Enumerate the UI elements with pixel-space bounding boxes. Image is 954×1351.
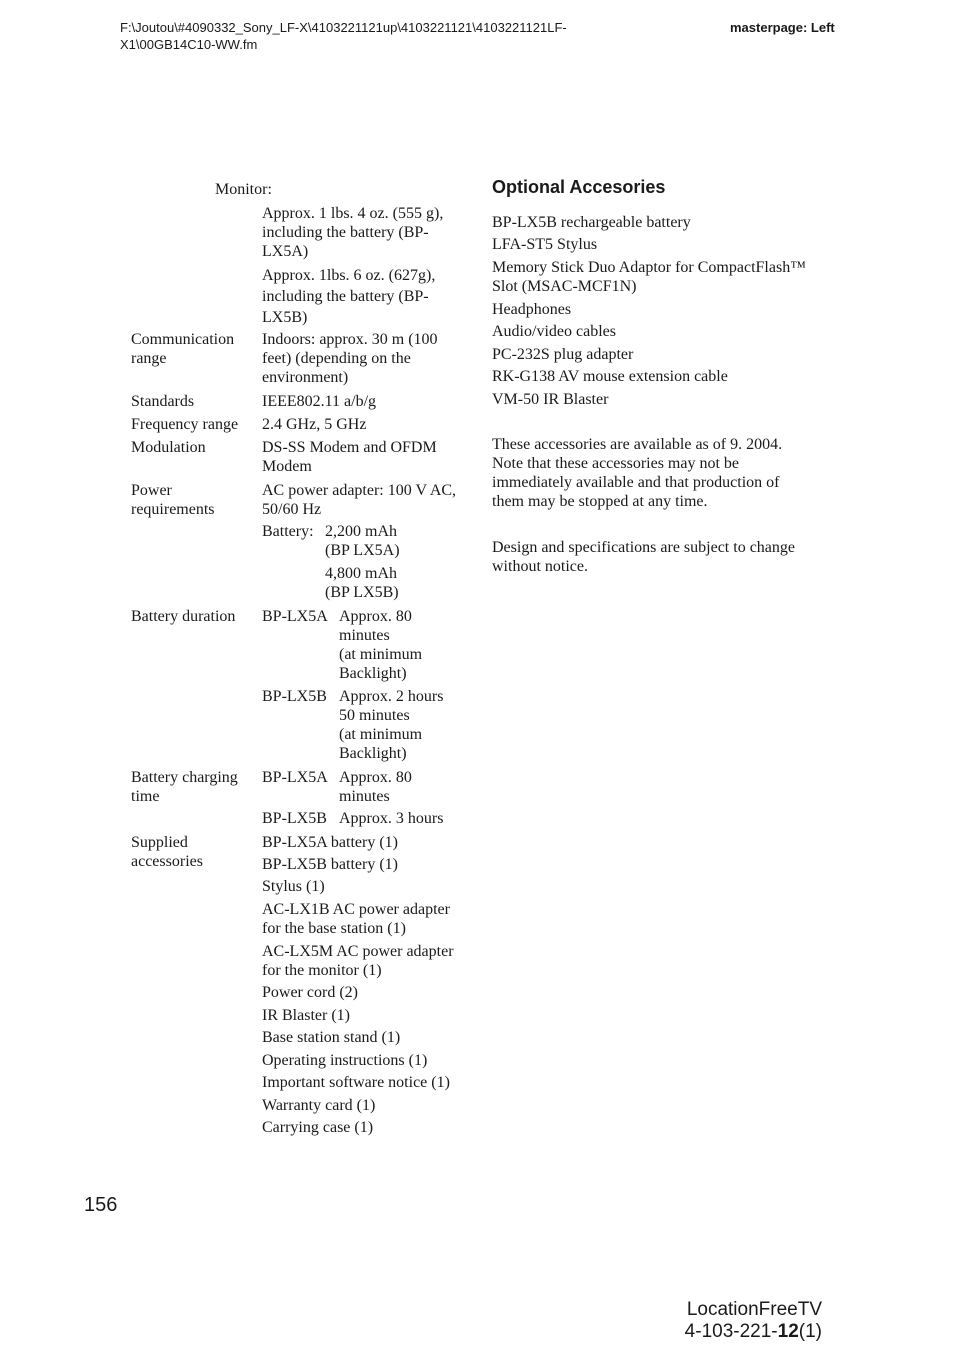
value-line: DS-SS Modem and OFDM [262,439,437,456]
list-item: Base station stand (1) [262,1029,401,1046]
list-item: Warranty card (1) [262,1097,376,1114]
file-path-header [120,19,640,53]
list-item-line: Memory Stick Duo Adaptor for CompactFlash™ [492,259,806,276]
monitor-label: Monitor: [215,181,272,198]
modulation-label: Modulation [131,439,206,456]
battery-duration-label: Battery duration [131,608,236,625]
label-line: requirements [131,501,215,518]
availability-note [492,435,822,511]
label-line: Battery charging [131,769,238,786]
list-item: Stylus (1) [262,878,325,895]
list-item: RK-G138 AV mouse extension cable [492,368,728,385]
file-path-line-2: X1\00GB14C10-WW.fm [120,37,258,52]
monitor-weight-b-line: LX5B) [262,309,308,326]
value-line: minutes [339,627,390,644]
value-line: Backlight) [339,665,407,682]
power-requirements-label [131,481,256,519]
list-item: BP-LX5A battery (1) [262,834,398,851]
list-item: BP-LX5B battery (1) [262,856,398,873]
standards-value: IEEE802.11 a/b/g [262,393,377,410]
value-line: (at minimum [339,646,423,663]
list-item-line: AC-LX1B AC power adapter [262,901,450,918]
value-line: Approx. 80 [339,769,412,786]
list-item-line: Slot (MSAC-MCF1N) [492,278,637,295]
value-line: 50 minutes [339,707,410,724]
value-line: Indoors: approx. 30 m (100 [262,331,438,348]
communication-range-label [131,330,256,368]
monitor-weight-b-line: Approx. 1lbs. 6 oz. (627g), [262,267,436,284]
list-item: Audio/video cables [492,323,616,340]
battery-duration-b-value [339,687,464,763]
design-note [492,538,822,576]
value-line: Approx. 2 hours [339,688,444,705]
label-line: time [131,788,160,805]
battery-charging-b-value: Approx. 3 hours [339,810,444,827]
footer-document-code [640,1321,822,1343]
standards-label: Standards [131,393,195,410]
label-line: Power [131,482,172,499]
list-item: BP-LX5B rechargeable battery [492,214,691,231]
list-item: PC-232S plug adapter [492,346,634,363]
list-item: Carrying case (1) [262,1119,374,1136]
paragraph-line: without notice. [492,558,588,575]
battery-b-capacity [325,564,399,602]
battery-charging-b-model: BP-LX5B [262,810,327,827]
value-line: minutes [339,788,390,805]
frequency-range-value: 2.4 GHz, 5 GHz [262,416,367,433]
frequency-range-label: Frequency range [131,416,239,433]
list-item-line: for the base station (1) [262,920,406,937]
label-line: Communication [131,331,235,348]
masterpage-label: masterpage: Left [730,20,835,35]
supplied-accessories-list [262,833,467,1136]
value-line: (BP LX5B) [325,584,399,601]
page-number: 156 [84,1194,118,1216]
list-item: Operating instructions (1) [262,1052,428,1069]
list-item: IR Blaster (1) [262,1007,350,1024]
list-item: Important software notice (1) [262,1074,450,1091]
value-line: Approx. 80 [339,608,412,625]
paragraph-line: Note that these accessories may not be [492,455,740,472]
paragraph-line: them may be stopped at any time. [492,493,708,510]
value-line: Backlight) [339,745,407,762]
value-line: 50/60 Hz [262,501,322,518]
list-item-line: AC-LX5M AC power adapter [262,943,454,960]
battery-charging-a-value [339,768,464,806]
monitor-weight-a-line: LX5A) [262,243,309,260]
footer-product-name: LocationFreeTV [686,1299,822,1320]
label-line: range [131,350,167,367]
label-line: Supplied [131,834,188,851]
battery-a-capacity [325,522,400,560]
optional-accessories-section [492,176,832,575]
communication-range-value [262,330,467,387]
section-heading: Optional Accesories [492,177,666,197]
value-line: 4,800 mAh [325,565,397,582]
modulation-value [262,438,467,476]
battery-charging-a-model: BP-LX5A [262,769,328,786]
file-path-line-1: F:\Joutou\#4090332_Sony_LF-X\4103221121up\4103221121\4103221121LF- [120,20,567,35]
list-item: VM-50 IR Blaster [492,391,609,408]
code-bold: 12 [777,1321,799,1342]
monitor-weight-a-line: Approx. 1 lbs. 4 oz. (555 g), [262,205,444,222]
battery-charging-label [131,768,256,806]
value-line: (BP LX5A) [325,542,400,559]
supplied-accessories-label [131,833,256,871]
power-ac-value [262,481,467,519]
list-item [262,942,467,980]
value-line: feet) (depending on the [262,350,411,367]
battery-key: Battery: [262,523,314,540]
list-item [492,258,827,296]
value-line: Modem [262,458,312,475]
value-line: (at minimum [339,726,423,743]
paragraph-line: Design and specifications are subject to change [492,539,795,556]
paragraph-line: immediately available and that production of [492,474,780,491]
list-item [262,900,467,938]
battery-duration-b-model: BP-LX5B [262,688,327,705]
paragraph-line: These accessories are available as of 9. 2004. [492,436,783,453]
value-line: 2,200 mAh [325,523,397,540]
code-suffix: (1) [798,1321,822,1342]
label-line: accessories [131,853,203,870]
battery-duration-a-value [339,607,464,683]
list-item: Power cord (2) [262,984,358,1001]
value-line: environment) [262,369,349,386]
monitor-weight-b-line: including the battery (BP- [262,288,429,305]
list-item: LFA-ST5 Stylus [492,236,598,253]
code-prefix: 4-103-221- [684,1321,778,1342]
battery-duration-a-model: BP-LX5A [262,608,328,625]
value-line: AC power adapter: 100 V AC, [262,482,457,499]
monitor-weight-a-line: including the battery (BP- [262,224,429,241]
list-item-line: for the monitor (1) [262,962,382,979]
list-item: Headphones [492,301,572,318]
